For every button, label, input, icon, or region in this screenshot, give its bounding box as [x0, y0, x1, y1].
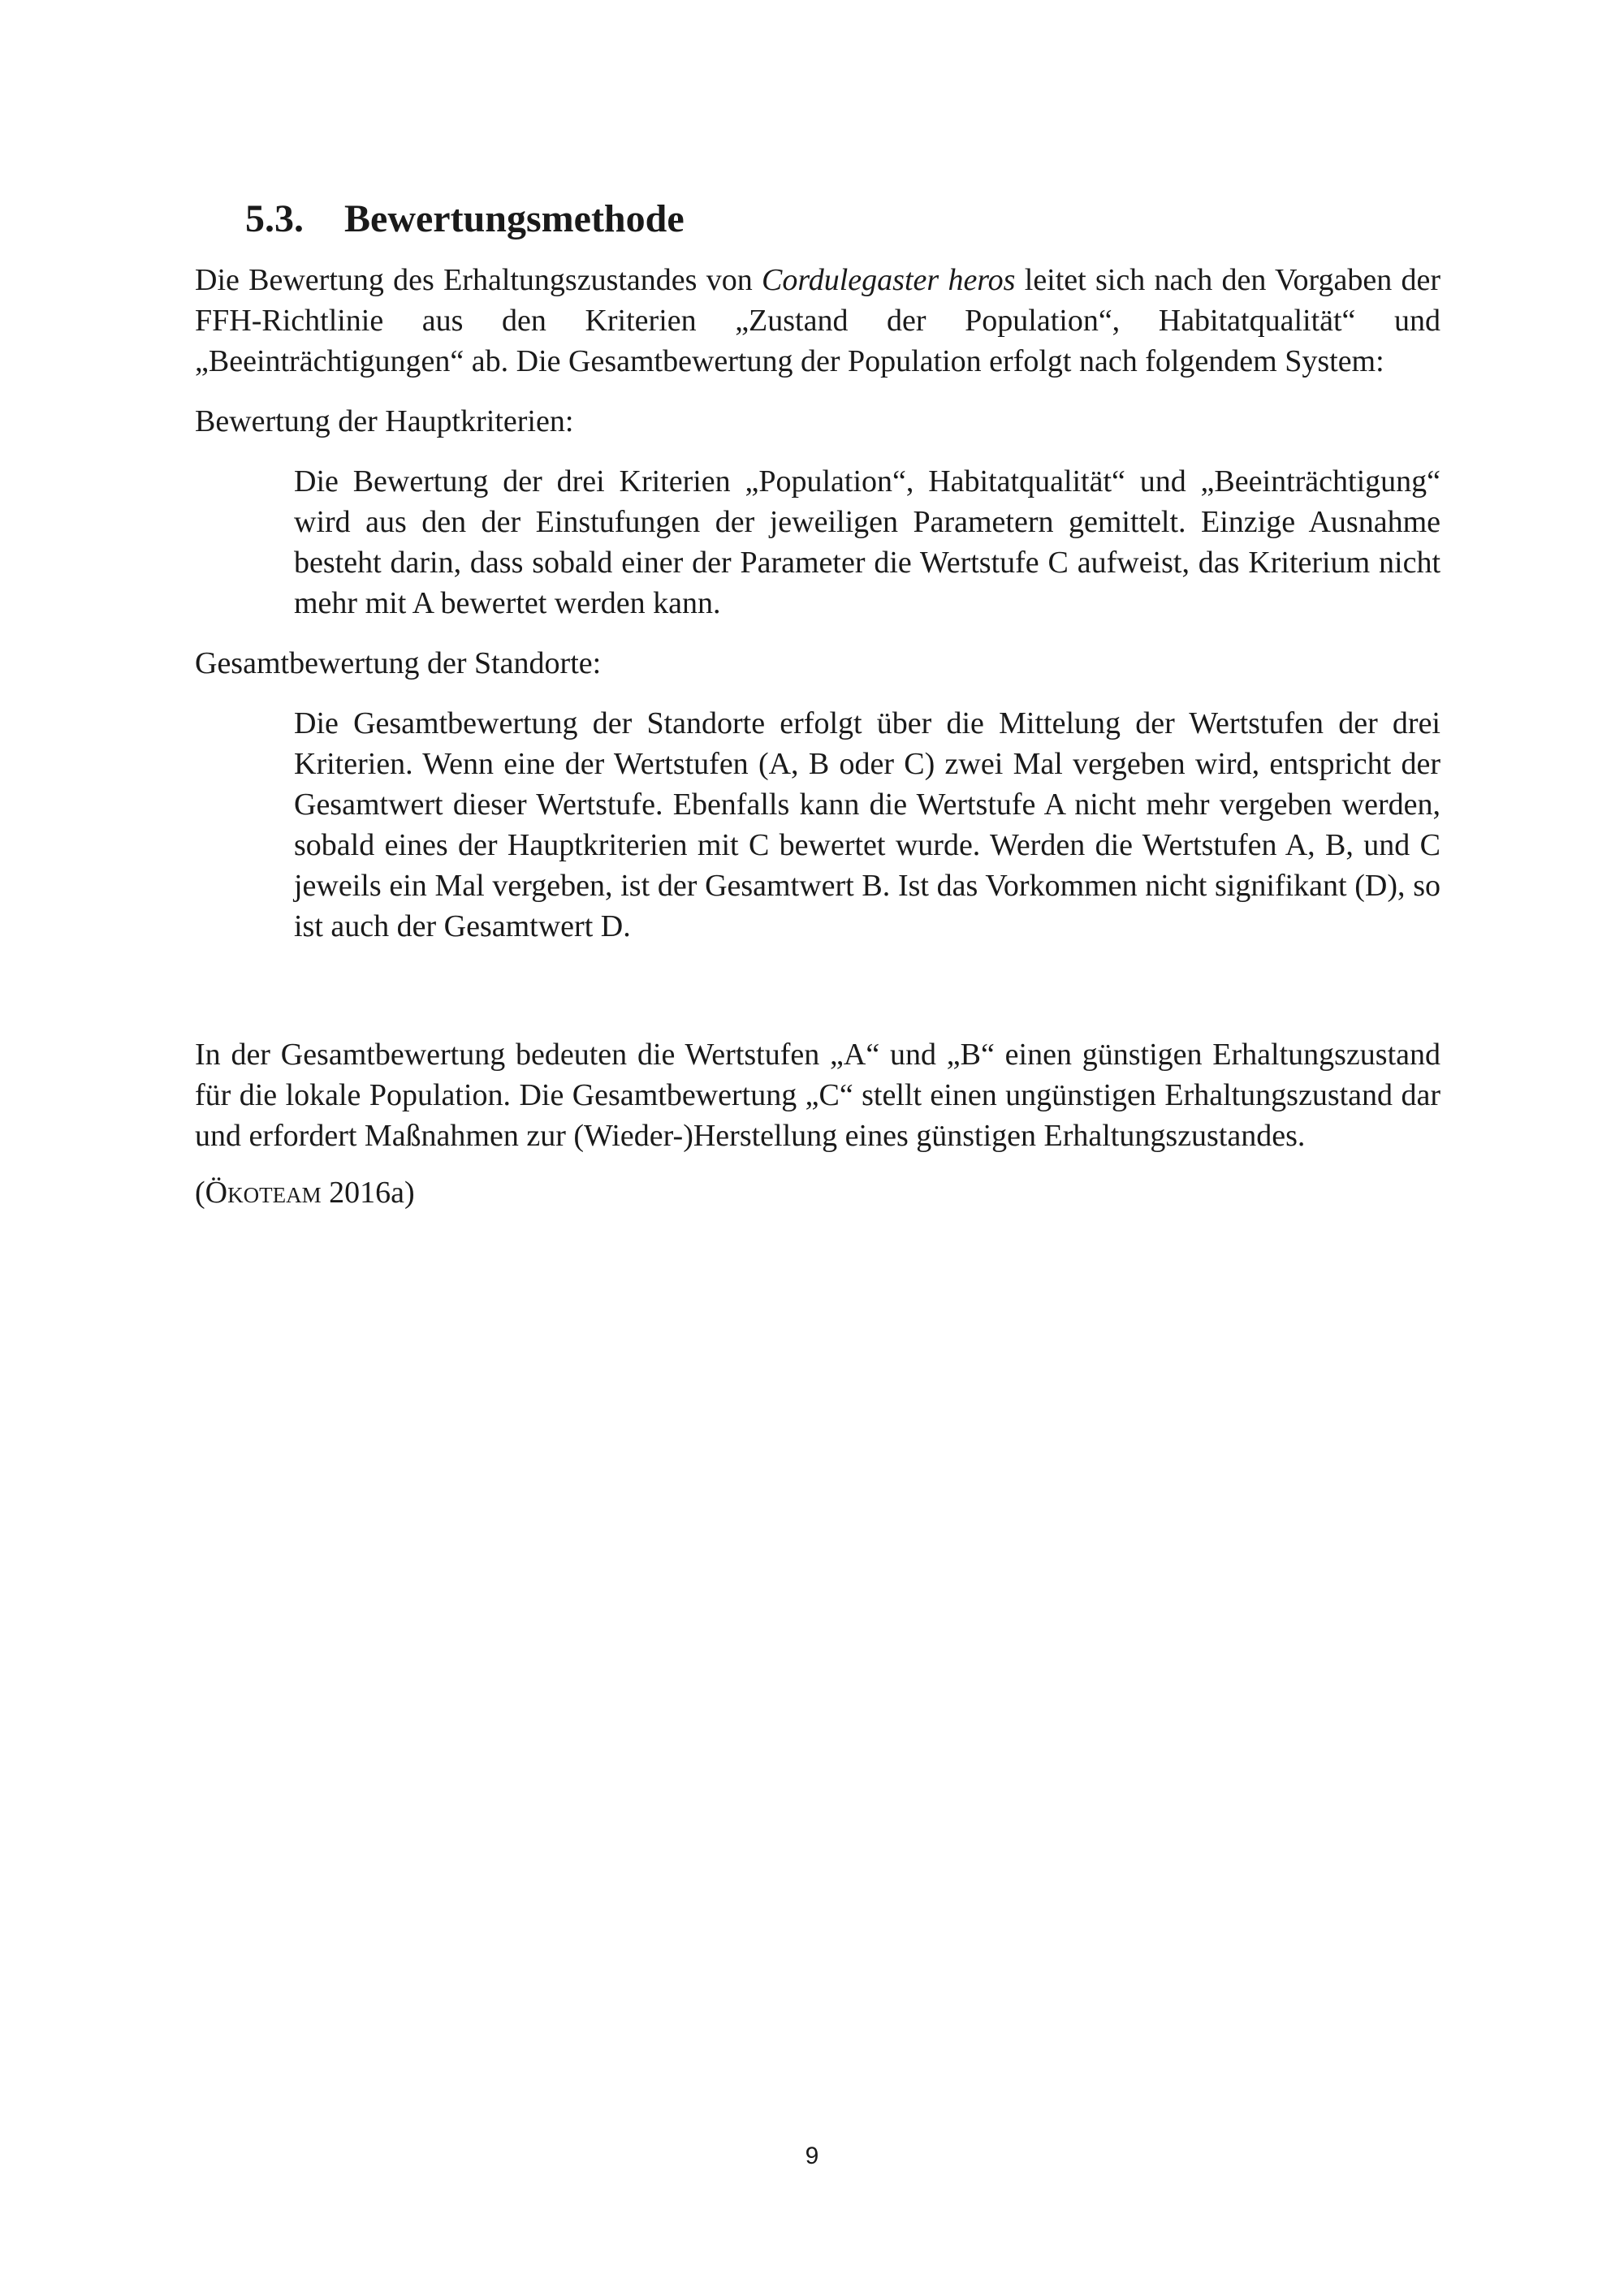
citation-open: ( [195, 1176, 205, 1210]
intro-text-start: Die Bewertung des Erhaltungszustandes von [195, 263, 762, 297]
intro-text-end: leitet sich nach den Vorgaben der FFH-Richtlinie aus den Kriterien „Zustand der Population“, Habitatqualität“ und „Beeinträchtigungen“ ab. Die Gesamtbewertung der Population erfolgt nach folgendem System: [195, 263, 1440, 378]
page-content [195, 195, 1440, 1213]
citation [195, 1172, 1440, 1213]
page-number: 9 [805, 2143, 819, 2169]
intro-paragraph [195, 260, 1440, 382]
hauptkriterien-paragraph: Die Bewertung der drei Kriterien „Population“, Habitatqualität“ und „Beeinträchtigung“ wird aus den der Einstufungen der jeweiligen Parametern gemittelt. Einzige Ausnahme besteht darin, dass sobald einer der Parameter die Wertstufe C aufweist, das Kriterium nicht mehr mit A bewertet werden kann. [294, 464, 1440, 620]
hauptkriterien-label: Bewertung der Hauptkriterien: [195, 404, 574, 438]
section-number: 5.3. [245, 197, 304, 240]
standorte-paragraph: Die Gesamtbewertung der Standorte erfolgt über die Mittelung der Wertstufen der drei Kriterien. Wenn eine der Wertstufen (A, B oder C) zwei Mal vergeben wird, entspricht der Gesamtwert dieser Wertstufe. Ebenfalls kann die Wertstufe A nicht mehr vergeben werden, sobald eines der Hauptkriterien mit C bewertet wurde. Werden die Wertstufen A, B, und C jeweils ein Mal vergeben, ist der Gesamtwert B. Ist das Vorkommen nicht signifikant (D), so ist auch der Gesamtwert D. [294, 706, 1440, 943]
citation-author: Ökoteam [205, 1176, 322, 1210]
closing-paragraph: In der Gesamtbewertung bedeuten die Wertstufen „A“ und „B“ einen günstigen Erhaltungszustand für die lokale Population. Die Gesamtbewertung „C“ stellt einen ungünstigen Erhaltungszustand dar und erfordert Maßnahmen zur (Wieder-)Herstellung eines günstigen Erhaltungszustandes. [195, 1038, 1440, 1153]
section-heading [245, 195, 1440, 244]
species-name: Cordulegaster heros [762, 263, 1016, 297]
citation-year: 2016a) [321, 1176, 415, 1210]
section-title: Bewertungsmethode [344, 197, 685, 240]
standorte-label: Gesamtbewertung der Standorte: [195, 646, 602, 680]
